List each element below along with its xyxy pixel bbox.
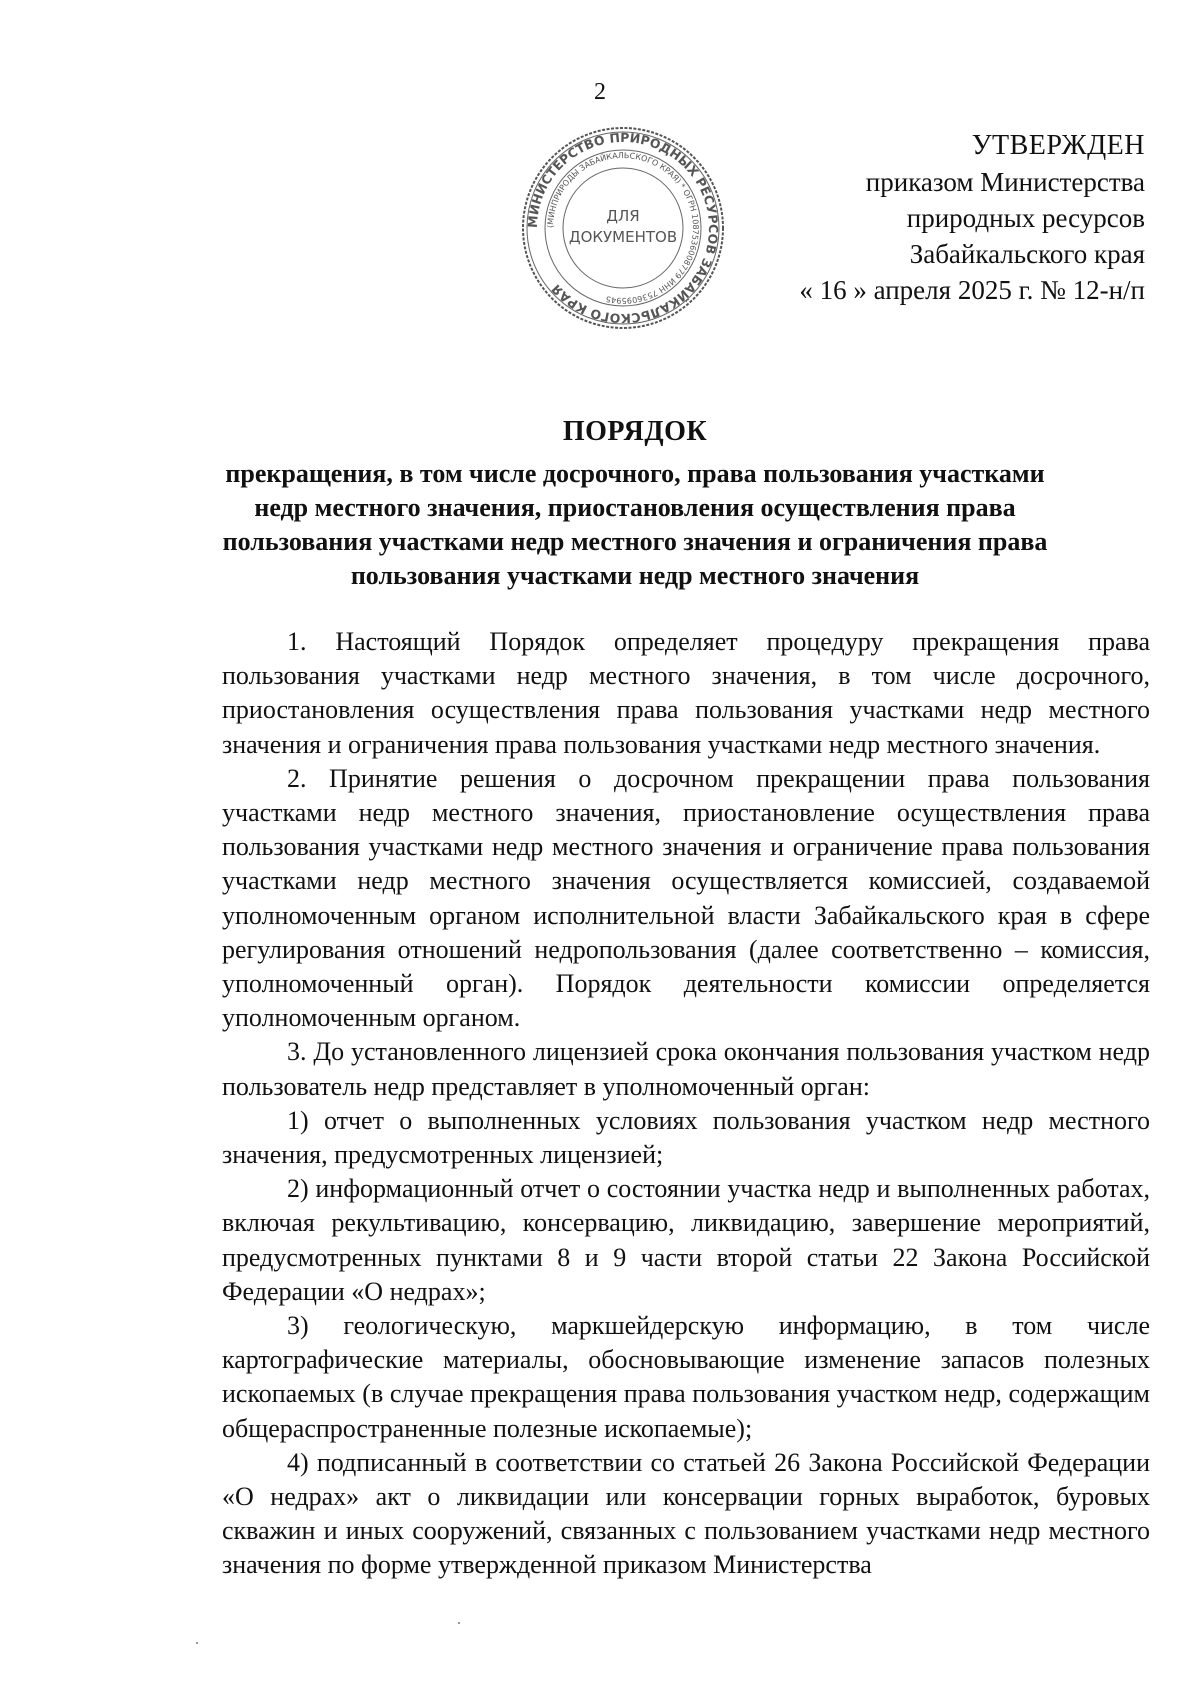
seal-outer-text: МИНИСТЕРСТВО ПРИРОДНЫХ РЕСУРСОВ ЗАБАЙКАЛЬСКОГО КРАЯ [524, 129, 722, 327]
scan-speck [458, 1622, 460, 1624]
approval-line-3: Забайкальского края [909, 239, 1145, 269]
paragraph-3-item-1: 1) отчет о выполненных условиях пользования участком недр местного значения, предусмотренных лицензией; [222, 1105, 1150, 1170]
approval-date-line: « 16 » апреля 2025 г. № 12-н/п [799, 275, 1145, 305]
approval-block [725, 128, 1145, 308]
seal-center-line2: ДОКУМЕНТОВ [568, 228, 678, 246]
approval-line-2: природных ресурсов [906, 203, 1145, 233]
document-body [222, 625, 1150, 1583]
scan-speck [196, 1642, 198, 1644]
document-subtitle [120, 457, 1150, 593]
paragraph-1: 1. Настоящий Порядок определяет процедуру прекращения права пользования участками недр местного значения, в том числе досрочного, приостановления осуществления права пользования участками недр местного значения и ограничения права пользования участками недр местного значения. [222, 627, 1150, 759]
document-title-block [120, 415, 1150, 593]
seal-center-line1: ДЛЯ [606, 207, 640, 225]
paragraph-3-item-3: 3) геологическую, маркшейдерскую информацию, в том числе картографические материалы, обосновывающие изменение запасов полезных ископаемых (в случае прекращения права пользования участком недр, содержащим общераспространенные полезные ископаемые); [222, 1311, 1150, 1443]
seal-inner-text: (МИНПРИРОДЫ ЗАБАЙКАЛЬСКОГО КРАЯ) * ОГРН 1087536008779 ИНН 7536095945 [545, 150, 701, 306]
paragraph-3-item-4: 4) подписанный в соответствии со статьей 26 Закона Российской Федерации «О недрах» акт о ликвидации или консервации горных выработок, буровых скважин и иных сооружений, связанных с пользованием участками недр местного значения по форме утвержденной приказом Министерства [222, 1447, 1150, 1580]
page-number: 2 [594, 79, 606, 105]
approval-heading: УТВЕРЖДЕН [971, 130, 1145, 161]
document-title: ПОРЯДОК [562, 416, 708, 447]
subtitle-line-3: пользования участками недр местного значения и ограничения права [222, 527, 1048, 556]
subtitle-line-4: пользования участками недр местного значения [350, 561, 920, 590]
approval-line-1: приказом Министерства [865, 167, 1145, 197]
paragraph-2: 2. Принятие решения о досрочном прекращении права пользования участками недр местного значения, приостановление осуществления права пользования участками недр местного значения и ограничение права пользования участками недр местного значения осуществляется комиссией, создаваемой уполномоченным органом исполнительной власти Забайкальского края в сфере регулирования отношений недропользования (далее соответственно – комиссия, уполномоченный орган). Порядок деятельности комиссии определяется уполномоченным органом. [222, 763, 1150, 1033]
subtitle-line-1: прекращения, в том числе досрочного, права пользования участками [225, 459, 1045, 488]
official-seal [518, 123, 728, 333]
paragraph-3: 3. До установленного лицензией срока окончания пользования участком недр пользователь недр представляет в уполномоченный орган: [222, 1037, 1150, 1101]
paragraph-3-item-2: 2) информационный отчет о состоянии участка недр и выполненных работах, включая рекультивацию, консервацию, ликвидацию, завершение мероприятий, предусмотренных пунктами 8 и 9 части второй статьи 22 Закона Российской Федерации «О недрах»; [222, 1174, 1150, 1306]
subtitle-line-2: недр местного значения, приостановления осуществления права [254, 493, 1016, 522]
